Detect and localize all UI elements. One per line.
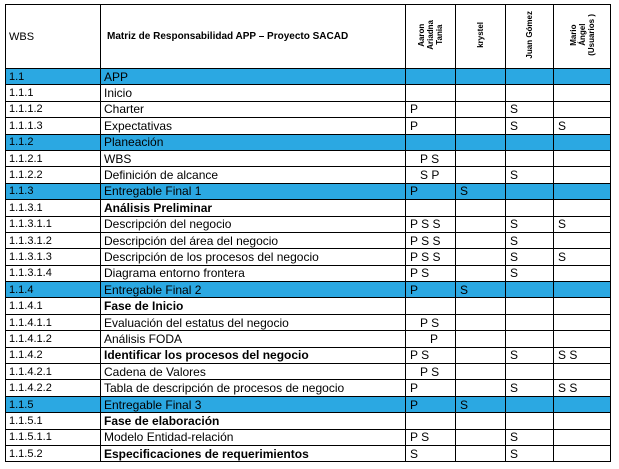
task-name: Evaluación del estatus del negocio [101, 314, 406, 330]
responsibility-cell: S [506, 265, 554, 281]
task-name: Cadena de Valores [101, 364, 406, 380]
person-header-juan-gomez [506, 5, 554, 69]
wbs-code: 1.1.5 [6, 396, 101, 412]
responsibility-cell [506, 134, 554, 150]
responsibility-cell: S [506, 445, 554, 461]
responsibility-cell: S [554, 249, 611, 265]
responsibility-cell [554, 232, 611, 248]
responsibility-cell [456, 232, 506, 248]
wbs-code: 1.1.3.1.1 [6, 216, 101, 232]
responsibility-cell [506, 314, 554, 330]
table-row [6, 101, 611, 117]
task-name: Entregable Final 1 [101, 183, 406, 199]
table-row [6, 298, 611, 314]
wbs-code: 1.1.5.1.1 [6, 429, 101, 445]
responsibility-cell: S [406, 445, 456, 461]
responsibility-cell [406, 200, 456, 216]
person-header-mario-angel [554, 5, 611, 69]
person-header-label: Mario Ángel (Usuarios ) [568, 14, 596, 56]
task-name: Fase de elaboración [101, 413, 406, 429]
responsibility-cell [456, 150, 506, 166]
person-header-label: Juan Gómez [525, 11, 534, 59]
responsibility-cell: P S [406, 265, 456, 281]
responsibility-cell [554, 282, 611, 298]
table-row [6, 445, 611, 461]
wbs-code: 1.1.2 [6, 134, 101, 150]
wbs-code: 1.1.2.1 [6, 150, 101, 166]
wbs-code: 1.1.4.2.1 [6, 364, 101, 380]
responsibility-cell [554, 167, 611, 183]
responsibility-matrix [5, 4, 611, 462]
responsibility-cell: P S [406, 150, 456, 166]
responsibility-cell: S [456, 396, 506, 412]
task-name: Análisis Preliminar [101, 200, 406, 216]
wbs-code: 1.1.3 [6, 183, 101, 199]
responsibility-cell [554, 134, 611, 150]
wbs-code: 1.1.4 [6, 282, 101, 298]
responsibility-cell [456, 347, 506, 363]
responsibility-cell: P [406, 183, 456, 199]
responsibility-cell: S [456, 282, 506, 298]
responsibility-cell [456, 298, 506, 314]
matrix-title: Matriz de Responsabilidad APP – Proyecto SACAD [101, 5, 406, 69]
responsibility-cell [506, 413, 554, 429]
responsibility-cell [554, 298, 611, 314]
responsibility-cell [456, 85, 506, 101]
responsibility-cell: S [554, 216, 611, 232]
responsibility-cell: S [506, 118, 554, 134]
responsibility-cell [456, 167, 506, 183]
responsibility-cell: S S [554, 380, 611, 396]
wbs-code: 1.1.2.2 [6, 167, 101, 183]
responsibility-cell [554, 150, 611, 166]
responsibility-cell: P S S [406, 216, 456, 232]
wbs-code: 1.1.3.1.3 [6, 249, 101, 265]
task-name: Tabla de descripción de procesos de negocio [101, 380, 406, 396]
responsibility-cell: P S [406, 314, 456, 330]
table-row [6, 364, 611, 380]
task-name: Descripción del negocio [101, 216, 406, 232]
responsibility-cell [456, 101, 506, 117]
task-name: Planeación [101, 134, 406, 150]
table-row [6, 69, 611, 85]
task-name: Entregable Final 3 [101, 396, 406, 412]
responsibility-cell [506, 69, 554, 85]
responsibility-cell [456, 314, 506, 330]
responsibility-cell: P [406, 396, 456, 412]
wbs-code: 1.1.4.2 [6, 347, 101, 363]
responsibility-cell: P S [406, 347, 456, 363]
wbs-code: 1.1.1.2 [6, 101, 101, 117]
task-name: Inicio [101, 85, 406, 101]
responsibility-cell: P S S [406, 249, 456, 265]
responsibility-cell [456, 429, 506, 445]
wbs-code: 1.1.3.1.4 [6, 265, 101, 281]
responsibility-cell [406, 134, 456, 150]
table-row [6, 413, 611, 429]
wbs-code: 1.1.5.2 [6, 445, 101, 461]
responsibility-cell [554, 265, 611, 281]
table-row [6, 183, 611, 199]
responsibility-cell: P [406, 331, 456, 347]
responsibility-cell [456, 413, 506, 429]
responsibility-cell [406, 413, 456, 429]
task-name: Expectativas [101, 118, 406, 134]
table-row [6, 167, 611, 183]
wbs-header: WBS [6, 5, 101, 69]
responsibility-cell [456, 69, 506, 85]
task-name: Identificar los procesos del negocio [101, 347, 406, 363]
responsibility-cell [456, 265, 506, 281]
task-name: Definición de alcance [101, 167, 406, 183]
task-name: Fase de Inicio [101, 298, 406, 314]
responsibility-cell [456, 134, 506, 150]
table-row [6, 314, 611, 330]
responsibility-cell: S [506, 380, 554, 396]
task-name: Descripción de los procesos del negocio [101, 249, 406, 265]
person-header-label: Aaron Ariadna Tania [417, 20, 444, 50]
person-header-aaron-ariadna-tania [406, 5, 456, 69]
responsibility-cell [406, 69, 456, 85]
responsibility-cell [506, 282, 554, 298]
wbs-code: 1.1.5.1 [6, 413, 101, 429]
task-name: Especificaciones de requerimientos [101, 445, 406, 461]
table-row [6, 396, 611, 412]
task-name: Charter [101, 101, 406, 117]
responsibility-cell [506, 200, 554, 216]
responsibility-cell: S [506, 232, 554, 248]
responsibility-cell [506, 183, 554, 199]
responsibility-cell [456, 445, 506, 461]
task-name: Diagrama entorno frontera [101, 265, 406, 281]
person-header-label: krystel [476, 22, 485, 48]
responsibility-cell [554, 314, 611, 330]
table-row [6, 347, 611, 363]
responsibility-cell: S [506, 347, 554, 363]
wbs-code: 1.1.1 [6, 85, 101, 101]
responsibility-cell: P S [406, 429, 456, 445]
responsibility-cell: S P [406, 167, 456, 183]
responsibility-cell [506, 298, 554, 314]
table-row [6, 150, 611, 166]
responsibility-cell [554, 183, 611, 199]
responsibility-cell [456, 380, 506, 396]
table-row [6, 85, 611, 101]
table-row [6, 249, 611, 265]
responsibility-cell [554, 364, 611, 380]
responsibility-cell: S [506, 101, 554, 117]
responsibility-cell [456, 118, 506, 134]
responsibility-cell [456, 200, 506, 216]
responsibility-cell [506, 396, 554, 412]
wbs-code: 1.1.4.1.2 [6, 331, 101, 347]
wbs-code: 1.1.1.3 [6, 118, 101, 134]
responsibility-cell [554, 101, 611, 117]
responsibility-cell: S [456, 183, 506, 199]
header-row [6, 5, 611, 69]
task-name: Modelo Entidad-relación [101, 429, 406, 445]
wbs-code: 1.1.3.1.2 [6, 232, 101, 248]
table-row [6, 429, 611, 445]
wbs-code: 1.1 [6, 69, 101, 85]
responsibility-cell [456, 331, 506, 347]
task-name: WBS [101, 150, 406, 166]
responsibility-cell: P S S [406, 232, 456, 248]
responsibility-cell: S [506, 216, 554, 232]
responsibility-cell [456, 216, 506, 232]
responsibility-cell [406, 85, 456, 101]
table-row [6, 282, 611, 298]
responsibility-cell: P [406, 380, 456, 396]
responsibility-cell [554, 200, 611, 216]
wbs-code: 1.1.4.2.2 [6, 380, 101, 396]
responsibility-cell: P [406, 101, 456, 117]
responsibility-cell [554, 85, 611, 101]
responsibility-cell: S [554, 118, 611, 134]
responsibility-cell: P [406, 118, 456, 134]
table-row [6, 265, 611, 281]
task-name: Entregable Final 2 [101, 282, 406, 298]
responsibility-cell [554, 69, 611, 85]
responsibility-cell [506, 331, 554, 347]
table-row [6, 118, 611, 134]
person-header-krystel [456, 5, 506, 69]
responsibility-cell: S [506, 429, 554, 445]
responsibility-cell [506, 364, 554, 380]
responsibility-cell [456, 364, 506, 380]
responsibility-cell [506, 150, 554, 166]
responsibility-cell [406, 298, 456, 314]
table-row [6, 380, 611, 396]
responsibility-cell [554, 413, 611, 429]
responsibility-cell: S [506, 249, 554, 265]
responsibility-cell [506, 85, 554, 101]
wbs-code: 1.1.3.1 [6, 200, 101, 216]
table-row [6, 200, 611, 216]
responsibility-cell: S [506, 167, 554, 183]
task-name: Descripción del área del negocio [101, 232, 406, 248]
wbs-code: 1.1.4.1.1 [6, 314, 101, 330]
responsibility-cell [554, 429, 611, 445]
task-name: APP [101, 69, 406, 85]
table-row [6, 232, 611, 248]
responsibility-cell: P S [406, 364, 456, 380]
table-row [6, 331, 611, 347]
table-row [6, 216, 611, 232]
responsibility-cell [554, 331, 611, 347]
responsibility-cell [554, 445, 611, 461]
wbs-code: 1.1.4.1 [6, 298, 101, 314]
responsibility-cell [456, 249, 506, 265]
responsibility-cell [554, 396, 611, 412]
task-name: Análisis FODA [101, 331, 406, 347]
responsibility-cell: S S [554, 347, 611, 363]
responsibility-cell: P [406, 282, 456, 298]
table-row [6, 134, 611, 150]
